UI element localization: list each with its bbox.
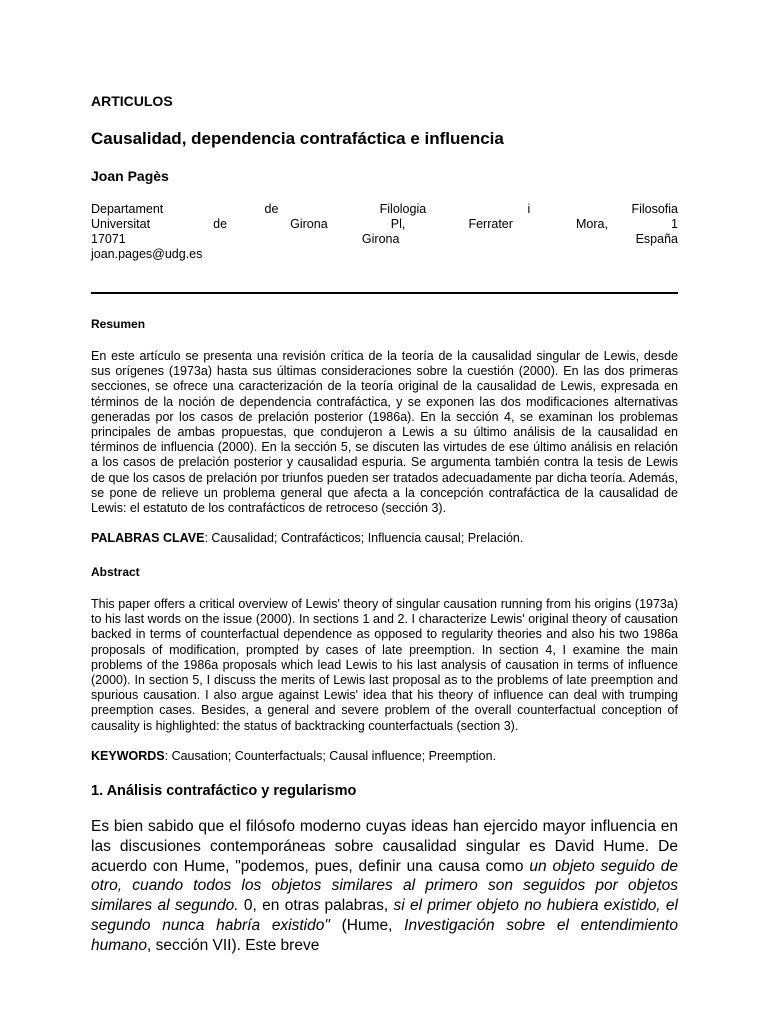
author-name: Joan Pagès: [91, 168, 169, 184]
body-span: , sección VII). Este breve: [147, 936, 320, 954]
affil-word: Girona: [290, 217, 328, 231]
affil-word: 1: [671, 217, 678, 231]
affil-word: España: [635, 232, 678, 246]
article-title: Causalidad, dependencia contrafáctica e influencia: [91, 129, 504, 148]
keywords-text: : Causation; Counterfactuals; Causal influence; Preemption.: [164, 749, 497, 763]
affil-word: de: [264, 202, 279, 216]
affil-word: Pl,: [390, 217, 406, 231]
affil-word: de: [213, 217, 228, 231]
affil-word: Departament: [91, 202, 164, 216]
abstract-text: This paper offers a critical overview of Lewis' theory of singular causation running from his origins (1973a) to his last words on the issue (2000). In sections 1 and 2. I characterize Lewis' original theory of causation backed in terms of counterfactual dependence as opposed to regularity theories and also his two 1986a proposals of modification, prompted by cases of late preemption. In section 4, I examine the main problems of the 1986a proposals which lead Lewis to his last analysis of causation in terms of influence (2000). In section 5, I discuss the merits of Lewis last proposal as to the problems of late preemption and spurious causation. I also argue against Lewis' idea that his theory of influence can deal with trumping preemption cases. Besides, a general and severe problem of the overall counterfactual conception of causality is highlighted: the status of backtracking counterfactuals (section 3).: [91, 597, 678, 733]
affil-word: 17071: [91, 232, 126, 246]
affiliation-line-1: [91, 202, 678, 217]
body-span: 0, en otras palabras,: [238, 897, 394, 915]
affiliation-line-3: [91, 232, 678, 247]
section-1-heading: 1. Análisis contrafáctico y regularismo: [91, 783, 357, 799]
resumen-heading: Resumen: [91, 317, 146, 331]
affil-word: Girona: [361, 232, 400, 246]
affil-word: Universitat: [91, 217, 151, 231]
section-label: ARTICULOS: [91, 93, 173, 109]
affil-word: Mora,: [576, 217, 608, 231]
body-book-title: Investigación sobre el entendimiento humano: [91, 916, 678, 954]
affil-word: Filosofia: [631, 202, 678, 216]
keywords: [91, 749, 678, 764]
palabras-clave-text: : Causalidad; Contrafácticos; Influencia causal; Prelación.: [204, 531, 524, 545]
palabras-clave-label: PALABRAS CLAVE: [91, 531, 205, 545]
section-1-paragraph: [91, 817, 678, 956]
author-email[interactable]: joan.pages@udg.es: [91, 247, 203, 261]
affil-word: i: [527, 202, 531, 216]
affil-word: Filologia: [379, 202, 427, 216]
divider-rule: [91, 292, 678, 294]
affiliation-block: [91, 202, 678, 262]
body-quote: un objeto seguido de otro, cuando todos los objetos similares al primero son seguidos por objetos similares al segundo.: [91, 857, 678, 915]
resumen-text: En este artículo se presenta una revisión crítica de la teoría de la causalidad singular de Lewis, desde sus orígenes (1973a) hasta sus últimas consideraciones sobre la cuestión (2000). En las dos primeras secciones, se ofrece una caracterización de la teoría original de la causalidad de Lewis, expresada en términos de la noción de dependencia contrafáctica, y se exponen las dos modificaciones alternativas generadas por los casos de prelación posterior (1986a). En la sección 4, se examinan los problemas principales de ambas propuestas, que condujeron a Lewis a su último análisis de la causalidad en términos de influencia (2000). En la sección 5, se discuten las virtudes de ese último análisis en relación a los casos de prelación posterior y causalidad espuria. Se argumenta también contra la tesis de Lewis de que los casos de prelación por triunfos pueden ser tratados adecuadamente par dicha teoría. Además, se pone de relieve un problema general que afecta a la concepción contrafáctica de la causalidad de Lewis: el estatuto de los contrafácticos de retroceso (sección 3).: [91, 349, 678, 516]
body-span: Es bien sabido que el filósofo moderno cuyas ideas han ejercido mayor influencia en las discusiones contemporáneas sobre causalidad singular es David Hume. De acuerdo con Hume, "podemos, pues, definir una causa como: [91, 818, 678, 875]
abstract-heading: Abstract: [91, 565, 140, 579]
body-span: (Hume,: [329, 916, 405, 934]
keywords-label: KEYWORDS: [91, 749, 165, 763]
affiliation-line-2: [91, 217, 678, 232]
affil-word: Ferrater: [468, 217, 513, 231]
palabras-clave: [91, 531, 678, 546]
body-quote: si el primer objeto no hubiera existido, el segundo nunca habría existido": [91, 897, 678, 934]
